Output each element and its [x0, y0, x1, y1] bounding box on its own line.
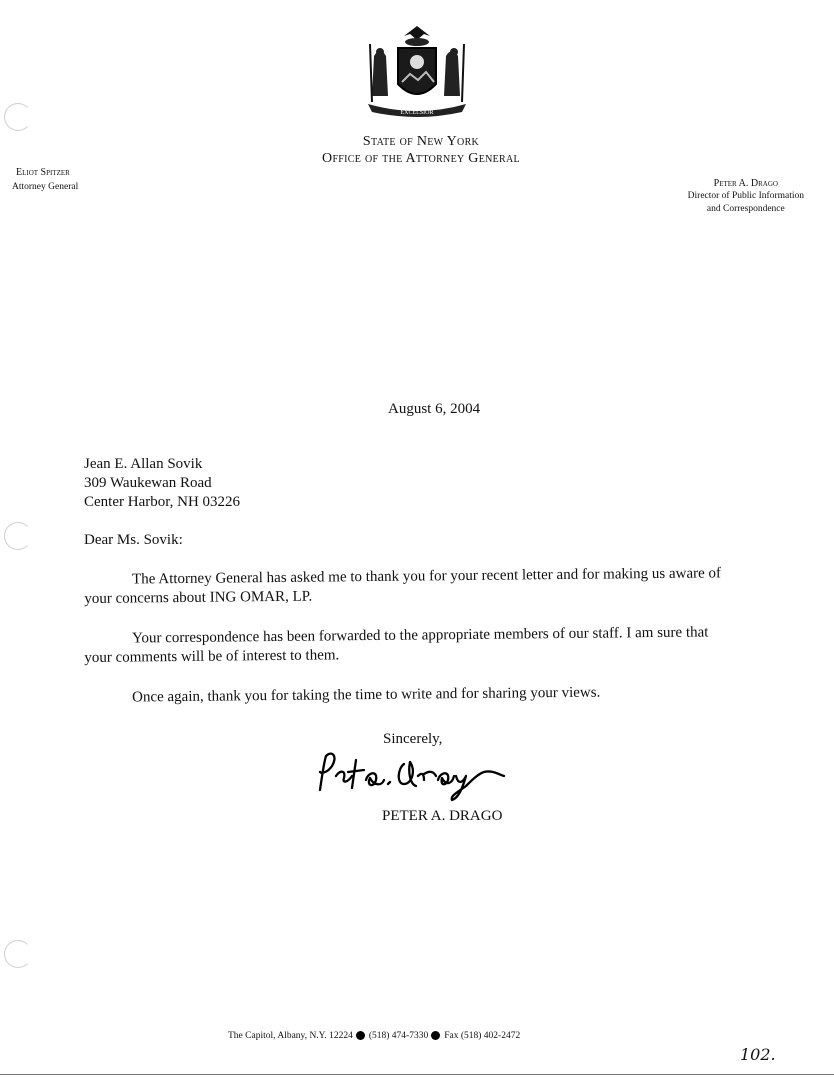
- scan-edge-line: [0, 1074, 834, 1075]
- footer-address: The Capitol, Albany, N.Y. 12224: [228, 1031, 353, 1041]
- paragraph-3: [84, 682, 734, 708]
- bullet-icon: [356, 1031, 365, 1040]
- office-heading: Office of the Attorney General: [322, 151, 520, 166]
- seal-motto: EXCELSIOR: [400, 110, 434, 116]
- handwritten-signature: [312, 746, 512, 802]
- signer-name: PETER A. DRAGO: [382, 808, 503, 824]
- paragraph-2-text: Your correspondence has been forwarded to the appropriate members of our staff. I am sure that your comments will be of interest to them.: [84, 624, 709, 666]
- letter-date: August 6, 2004: [388, 401, 481, 417]
- director-block: [688, 177, 804, 216]
- punch-hole-mark: [4, 522, 32, 550]
- footer-fax: Fax (518) 402-2472: [444, 1031, 521, 1041]
- page-number: 102.: [740, 1045, 776, 1064]
- punch-hole-mark: [4, 940, 32, 968]
- punch-hole-mark: [4, 103, 32, 131]
- director-title-line-1: Director of Public Information: [687, 191, 804, 201]
- director-title-line-2: and Correspondence: [706, 204, 785, 214]
- director-name: Peter A. Drago: [713, 178, 778, 189]
- attorney-general-title: Attorney General: [12, 182, 79, 192]
- footer-contact: [228, 1031, 520, 1041]
- salutation: Dear Ms. Sovik:: [84, 532, 183, 548]
- paragraph-1-text: The Attorney General has asked me to thank you for your recent letter and for making us aware of your concerns about ING OMAR, LP.: [84, 565, 722, 607]
- state-seal-icon: [358, 22, 476, 122]
- paragraph-3-text: Once again, thank you for taking the time to write and for sharing your views.: [132, 684, 601, 706]
- paragraph-1: [84, 564, 734, 609]
- attorney-general-name: Eliot Spitzer: [16, 167, 70, 178]
- recipient-city: Center Harbor, NH 03226: [84, 494, 241, 510]
- closing: Sincerely,: [383, 731, 443, 747]
- state-heading: State of New York: [362, 134, 480, 149]
- recipient-name: Jean E. Allan Sovik: [84, 456, 203, 472]
- recipient-street: 309 Waukewan Road: [84, 475, 212, 491]
- recipient-address: [84, 455, 240, 512]
- bullet-icon: [431, 1031, 440, 1040]
- paragraph-2: [84, 623, 734, 668]
- footer-phone: (518) 474-7330: [368, 1031, 429, 1041]
